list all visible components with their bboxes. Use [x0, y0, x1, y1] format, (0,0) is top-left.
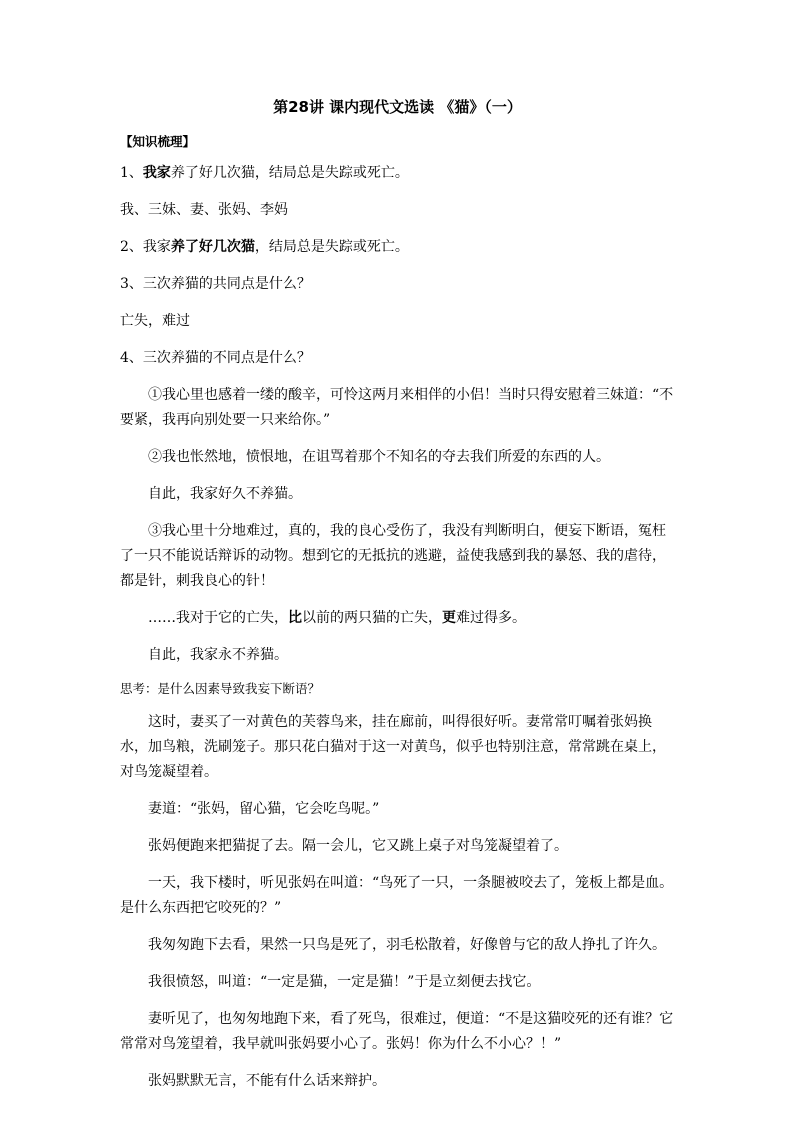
paragraph: 我很愤怒，叫道：“一定是猫，一定是猫！”于是立刻便去找它。 — [148, 974, 541, 990]
item-1-bold: 我家 — [142, 165, 171, 181]
paragraph: ①我心里也感着一缕的酸辛，可怜这两月来相伴的小侣！当时只得安慰着三妹道：“不要紧，我再向别处要一只来给你。” — [120, 387, 674, 428]
text-span: 难过得多。 — [456, 610, 526, 626]
text-span: ……我对于它的亡失， — [148, 610, 288, 626]
paragraph: 一天，我下楼时，听见张妈在叫道：“鸟死了一只，一条腿被咬去了，笼板上都是血。是什么东西把它咬死的？” — [120, 875, 674, 916]
item-1-number: 1、 — [120, 165, 143, 181]
item-4: 4、三次养猫的不同点是什么？ — [120, 350, 311, 366]
paragraph: 妻听见了，也匆匆地跑下来，看了死鸟，很难过，便道：“不是这猫咬死的还有谁？它常常对鸟笼望着，我早就叫张妈要小心了。张妈！你为什么不小心？！” — [120, 1011, 674, 1052]
paragraph: 我匆匆跑下去看，果然一只鸟是死了，羽毛松散着，好像曾与它的敌人挣扎了许久。 — [148, 937, 666, 953]
item-1-rest: 养了好几次猫，结局总是失踪或死亡。 — [170, 165, 409, 181]
paragraph: 自此，我家永不养猫。 — [148, 647, 288, 663]
paragraph: 张妈默默无言，不能有什么话来辩护。 — [148, 1073, 386, 1089]
paragraph-comparison — [120, 606, 675, 631]
text-span: 以前的两只猫的亡失， — [302, 610, 442, 626]
item-1 — [120, 161, 675, 186]
section-label: 【知识梳理】 — [120, 134, 196, 149]
characters-line: 我、三妹、妻、张妈、李妈 — [120, 202, 288, 218]
answer-3: 亡失，难过 — [120, 313, 190, 329]
paragraph: 自此，我家好久不养猫。 — [148, 486, 302, 502]
item-2 — [120, 235, 675, 260]
item-2-rest: ，结局总是失踪或死亡。 — [254, 239, 409, 255]
item-2-bold: 养了好几次猫 — [170, 239, 255, 255]
think-question: 思考：是什么因素导致我妄下断语？ — [120, 681, 321, 696]
page-title: 第28讲 课内现代文选读 《猫》（一） — [273, 98, 522, 116]
item-2-number: 2、我家 — [120, 239, 171, 255]
item-3: 3、三次养猫的共同点是什么？ — [120, 276, 311, 292]
paragraph: 这时，妻买了一对黄色的芙蓉鸟来，挂在廊前，叫得很好听。妻常常叮嘱着张妈换水，加鸟粮，洗刷笼子。那只花白猫对于这一对黄鸟，似乎也特别注意，常常跳在桌上，对鸟笼凝望着。 — [120, 714, 666, 780]
paragraph: ③我心里十分地难过，真的，我的良心受伤了，我没有判断明白，便妄下断语，冤枉了一只不能说话辩诉的动物。想到它的无抵抗的逃避，益使我感到我的暴怒、我的虐待，都是针，刺我良心的针！ — [120, 523, 666, 589]
paragraph: 妻道：“张妈，留心猫，它会吃鸟呢。” — [148, 801, 380, 817]
bold-span: 比 — [288, 610, 302, 626]
document-body — [120, 96, 675, 1106]
paragraph: ②我也怅然地，愤恨地，在诅骂着那个不知名的夺去我们所爱的东西的人。 — [148, 449, 610, 465]
bold-span: 更 — [442, 610, 456, 626]
paragraph: 张妈便跑来把猫捉了去。隔一会儿，它又跳上桌子对鸟笼凝望着了。 — [148, 838, 568, 854]
